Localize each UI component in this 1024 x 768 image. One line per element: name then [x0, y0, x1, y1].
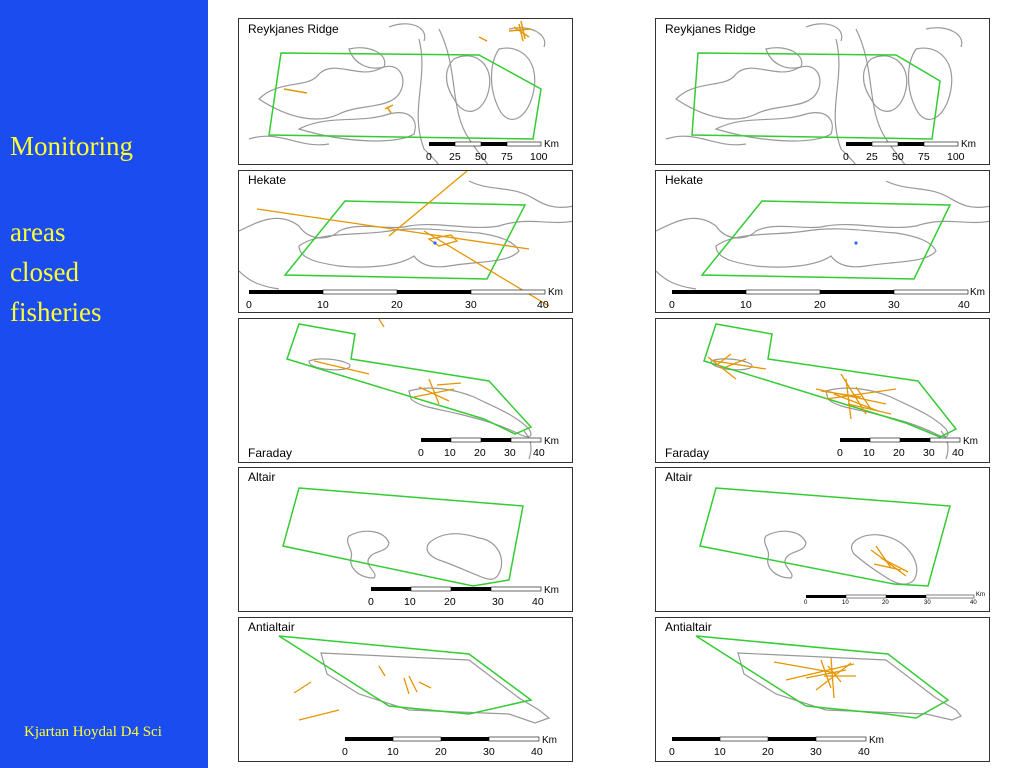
scale-tick: 20 — [391, 299, 403, 311]
map-title: Hekate — [248, 173, 287, 187]
map-altair-right — [656, 468, 990, 612]
map-reykjanes-right — [656, 19, 990, 165]
map-panel-faraday-left — [238, 318, 573, 463]
scale-tick: 0 — [342, 746, 348, 758]
scale-tick: 100 — [530, 151, 548, 163]
sidebar — [0, 0, 208, 768]
map-panel-altair-left — [238, 467, 573, 612]
map-panel-antialtair-right — [655, 617, 990, 762]
scale-tick: 10 — [317, 299, 329, 311]
scale-tick: 0 — [669, 746, 675, 758]
map-altair-left — [239, 468, 573, 612]
scale-tick: 40 — [958, 299, 970, 311]
scale-unit: Km — [544, 585, 559, 596]
scale-tick: 0 — [837, 447, 843, 459]
scale-tick: 30 — [465, 299, 477, 311]
scale-tick: 0 — [669, 299, 675, 311]
scale-bar — [371, 587, 541, 591]
scale-tick: 20 — [444, 596, 456, 608]
closed-area-boundary — [285, 201, 525, 279]
scale-unit: Km — [869, 735, 884, 746]
vms-tracks — [774, 658, 856, 698]
scale-tick: 10 — [387, 746, 399, 758]
subtitle-line-fisheries: fisheries — [10, 297, 102, 327]
scale-tick: 10 — [863, 447, 875, 459]
scale-tick: 30 — [924, 600, 931, 606]
scale-bar — [672, 737, 866, 741]
scale-tick: 40 — [533, 447, 545, 459]
closed-area-boundary — [702, 201, 950, 279]
seamount-marker — [433, 241, 436, 244]
map-grid — [208, 0, 1024, 768]
subtitle-line-areas: areas — [10, 217, 66, 247]
scale-bar — [421, 438, 541, 442]
scale-unit: Km — [970, 287, 985, 298]
map-title: Altair — [665, 470, 693, 484]
scale-tick: 30 — [888, 299, 900, 311]
scale-tick: 40 — [531, 746, 543, 758]
scale-tick: 40 — [858, 746, 870, 758]
scale-bar — [672, 290, 968, 294]
scale-bar — [846, 142, 958, 146]
scale-tick: 40 — [952, 447, 964, 459]
scale-tick: 40 — [532, 596, 544, 608]
scale-tick: 10 — [714, 746, 726, 758]
scale-unit: Km — [544, 139, 559, 150]
scale-tick: 20 — [882, 600, 889, 606]
scale-bar — [840, 438, 960, 442]
scale-tick: 50 — [892, 151, 904, 163]
seamount-marker — [854, 241, 857, 244]
vms-tracks — [257, 171, 549, 306]
map-hekate-left — [239, 171, 573, 313]
scale-tick: 30 — [923, 447, 935, 459]
scale-tick: 40 — [537, 299, 549, 311]
scale-tick: 20 — [762, 746, 774, 758]
closed-area-boundary — [700, 488, 950, 586]
scale-tick: 10 — [444, 447, 456, 459]
closed-area-boundary — [704, 324, 956, 437]
closed-area-boundary — [279, 636, 531, 714]
scale-bar — [806, 595, 974, 598]
scale-unit: Km — [961, 139, 976, 150]
map-title: Faraday — [665, 446, 710, 460]
depth-contours — [765, 531, 917, 584]
slide-subtitle — [10, 212, 101, 332]
vms-tracks — [314, 319, 461, 404]
scale-tick: 10 — [842, 600, 849, 606]
scale-tick: 0 — [418, 447, 424, 459]
scale-tick: 75 — [918, 151, 930, 163]
scale-tick: 20 — [893, 447, 905, 459]
map-title: Antialtair — [665, 620, 712, 634]
scale-tick: 40 — [970, 600, 977, 606]
scale-tick: 25 — [449, 151, 461, 163]
map-faraday-left — [239, 319, 573, 463]
scale-tick: 20 — [474, 447, 486, 459]
scale-bar — [249, 290, 545, 294]
scale-tick: 20 — [435, 746, 447, 758]
map-hekate-right — [656, 171, 990, 313]
closed-area-boundary — [283, 488, 523, 586]
scale-unit: Km — [976, 592, 985, 598]
map-title: Faraday — [248, 446, 293, 460]
scale-bar — [345, 737, 539, 741]
footer-author: Kjartan Hoydal D4 Sci — [24, 724, 162, 740]
map-title: Reykjanes Ridge — [248, 22, 339, 36]
scale-tick: 0 — [246, 299, 252, 311]
map-title: Altair — [248, 470, 276, 484]
scale-unit: Km — [963, 436, 978, 447]
closed-area-boundary — [269, 53, 541, 139]
depth-contours — [239, 181, 573, 289]
scale-tick: 0 — [804, 600, 808, 606]
map-panel-reykjanes-right — [655, 18, 990, 165]
map-title: Reykjanes Ridge — [665, 22, 756, 36]
scale-tick: 100 — [947, 151, 965, 163]
map-reykjanes-left — [239, 19, 573, 165]
map-panel-altair-right — [655, 467, 990, 612]
depth-contours — [309, 359, 531, 459]
map-panel-hekate-right — [655, 170, 990, 313]
scale-unit: Km — [548, 287, 563, 298]
map-title: Hekate — [665, 173, 704, 187]
closed-area-boundary — [287, 324, 531, 434]
map-panel-reykjanes-left — [238, 18, 573, 165]
closed-area-boundary — [696, 636, 948, 718]
scale-bar — [429, 142, 541, 146]
scale-tick: 25 — [866, 151, 878, 163]
scale-unit: Km — [542, 735, 557, 746]
scale-unit: Km — [544, 436, 559, 447]
scale-tick: 50 — [475, 151, 487, 163]
scale-tick: 20 — [814, 299, 826, 311]
scale-tick: 30 — [492, 596, 504, 608]
depth-contours — [348, 531, 502, 579]
map-panel-antialtair-left — [238, 617, 573, 762]
scale-tick: 0 — [368, 596, 374, 608]
map-faraday-right — [656, 319, 990, 463]
scale-tick: 75 — [501, 151, 513, 163]
depth-contours — [656, 181, 990, 289]
subtitle-line-closed: closed — [10, 257, 79, 287]
map-antialtair-left — [239, 618, 573, 762]
vms-tracks — [294, 666, 431, 720]
scale-tick: 0 — [426, 151, 432, 163]
scale-tick: 30 — [810, 746, 822, 758]
scale-tick: 30 — [504, 447, 516, 459]
scale-tick: 30 — [483, 746, 495, 758]
map-title: Antialtair — [248, 620, 295, 634]
map-antialtair-right — [656, 618, 990, 762]
slide-title: Monitoring — [10, 131, 134, 161]
scale-tick: 10 — [404, 596, 416, 608]
map-panel-hekate-left — [238, 170, 573, 313]
scale-tick: 0 — [843, 151, 849, 163]
map-panel-faraday-right — [655, 318, 990, 463]
scale-tick: 10 — [740, 299, 752, 311]
